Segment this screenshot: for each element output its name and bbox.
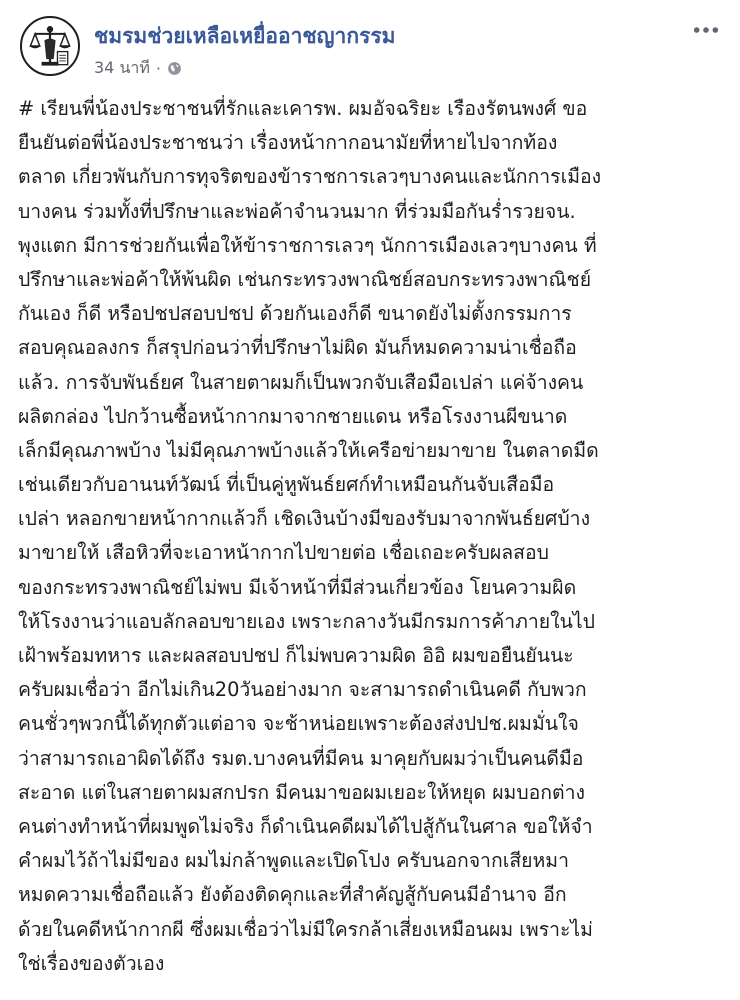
post-text-line: แล้ว. การจับพันธ์ยศ ในสายตาผมก็เป็นพวกจับเสือมือเปล่า แค่จ้างคน [18, 370, 584, 394]
post-text-line: สะอาด แต่ในสายตาผมสกปรก มีคนมาขอผมเยอะให้หยุด ผมบอกต่าง [18, 780, 585, 804]
post-timestamp[interactable]: 34 นาที [94, 58, 150, 77]
post-text-line: คนชั่วๆพวกนี้ได้ทุกตัวแต่อาจ จะช้าหน่อยเพราะต้องส่งปปช.ผมมั่นใจ [18, 712, 579, 736]
post-text-line: ด้วยในคดีหน้ากากผี ซึ่งผมเชื่อว่าไม่มีใครกล้าเสี่ยงเหมือนผม เพราะไม่ [18, 917, 593, 941]
more-options-button[interactable] [688, 18, 724, 42]
post-text-line: เล็กมีคุณภาพบ้าง ไม่มีคุณภาพบ้างแล้วให้เครือข่ายมาขาย ในตลาดมืด [18, 438, 599, 462]
post-text-line: กันเอง ก็ดี หรือปชปสอบปชป ด้วยกันเองก็ดี ขนาดยังไม่ตั้งกรรมการ [18, 302, 572, 326]
page-name-link[interactable]: ชมรมช่วยเหลือเหยื่ออาชญากรรม [94, 24, 396, 48]
post-text-line: เปล่า หลอกขายหน้ากากแล้วก็ เชิดเงินบ้างมีของรับมาจากพันธ์ยศบ้าง [18, 507, 591, 531]
post-text-line: ผลิตกล่อง ไปกว้านซื้อหน้ากากมาจากชายแดน หรือโรงงานผีขนาด [18, 404, 568, 428]
post-meta [94, 56, 182, 81]
post-header [16, 14, 726, 84]
post-text-line: หมดความเชื่อถือแล้ว ยังต้องติดคุกและที่สำคัญสู้กับคนมีอำนาจ อีก [18, 883, 567, 907]
post-text-line: ของกระทรวงพาณิชย์ไม่พบ มีเจ้าหน้าที่มีส่วนเกี่ยวข้อง โยนความผิด [18, 575, 577, 599]
meta-separator: · [155, 59, 162, 78]
post-text-line: เฝ้าพร้อมทหาร และผลสอบปชป ก็ไม่พบความผิด อิอิ ผมขอยืนยันนะ [18, 644, 574, 667]
globe-icon[interactable] [167, 61, 182, 76]
post-text-line: คนต่างทำหน้าที่ผมพูดไม่จริง ก็ดำเนินคดีผมได้ไปสู้กันในศาล ขอให้จำ [18, 814, 593, 838]
post-text-line: ตลาด เกี่ยวพันกับการทุจริตของข้าราชการเลวๆบางคนและนักการเมือง [18, 165, 602, 189]
post-text-line: ครับผมเชื่อว่า อีกไม่เกิน20วันอย่างมาก จะสามารถดำเนินคดี กับพวก [18, 678, 587, 702]
post-text-line: บางคน ร่วมทั้งที่ปรึกษาและพ่อค้าจำนวนมาก ที่ร่วมมือกันร่ำรวยจน. [18, 199, 576, 223]
post-text-line: # เรียนพี่น้องประชาชนที่รักและเคารพ. ผมอัจฉริยะ เรืองรัตนพงศ์ ขอ [18, 97, 588, 120]
post-text-line: พุงแตก มีการช่วยกันเพื่อให้ข้าราชการเลวๆ นักการเมืองเลวๆบางคน ที่ [18, 233, 597, 257]
more-horizontal-icon [692, 25, 720, 35]
post-text-line: ว่าสามารถเอาผิดได้ถึง รมต.บางคนที่มีคน มาคุยกับผมว่าเป็นคนดีมือ [18, 746, 584, 770]
post-text-line: มาขายให้ เสือหิวที่จะเอาหน้ากากไปขายต่อ เชื่อเถอะครับผลสอบ [18, 541, 549, 565]
post-text-line: ให้โรงงานว่าแอบลักลอบขายเอง เพราะกลางวันมีกรมการค้าภายในไป [18, 609, 595, 633]
post-text-line: เช่นเดียวกับอานนท์วัฒน์ ที่เป็นคู่หูพันธ์ยศก์ทำเหมือนกันจับเสือมือ [18, 473, 555, 497]
post-text-line: ปรึกษาและพ่อค้าให้พ้นผิด เช่นกระทรวงพาณิชย์สอบกระทรวงพาณิชย์ [18, 267, 592, 291]
post-text [18, 92, 730, 981]
post-text-line: คำผมไว้ถ้าไม่มีของ ผมไม่กล้าพูดและเปิดโปง ครับนอกจากเสียหมา [18, 849, 569, 873]
post-text-line: ใช่เรื่องของตัวเอง [18, 951, 165, 975]
justice-logo-icon[interactable] [20, 16, 80, 76]
post-text-line: ยืนยันต่อพี่น้องประชาชนว่า เรื่องหน้ากากอนามัยที่หายไปจากท้อง [18, 131, 558, 155]
post-text-line: สอบคุณอลงกร ก็สรุปก่อนว่าที่ปรึกษาไม่ผิด มันก็หมดความน่าเชื่อถือ [18, 336, 577, 360]
